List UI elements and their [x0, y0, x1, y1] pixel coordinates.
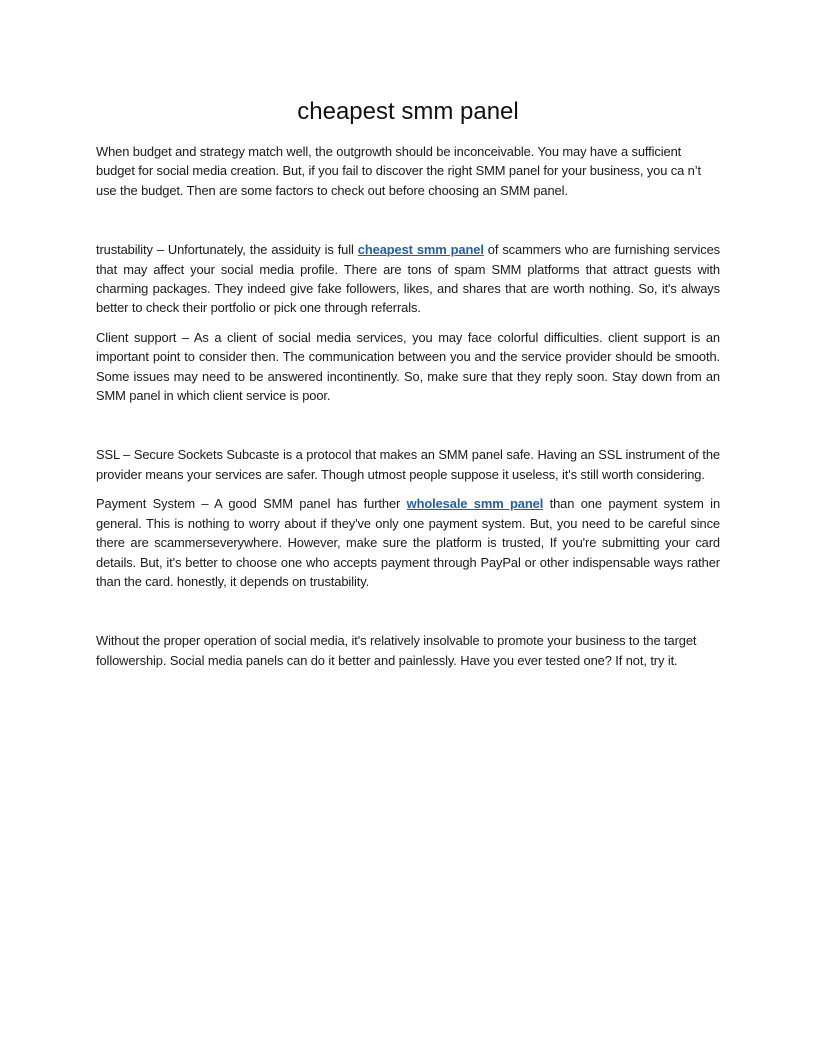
- paragraph-gap: [96, 601, 720, 631]
- client-support-paragraph: Client support – As a client of social media services, you may face colorful difficulties. client support is an important point to consider then. The communication between you and the service provider should be smooth. Some issues may need to be answered incontinently. So, make sure that they reply soon. Stay down from an SMM panel in which client service is poor.: [96, 329, 720, 404]
- trustability-text-before: trustability – Unfortunately, the assiduity is full: [96, 242, 358, 258]
- ssl-paragraph: SSL – Secure Sockets Subcaste is a protocol that makes an SMM panel safe. Having an SSL instrument of the provider means your services are safer. Though utmost people suppose it useless, it's still worth considering.: [96, 447, 720, 482]
- trustability-paragraph: [96, 240, 720, 318]
- payment-text-before: Payment System – A good SMM panel has further: [96, 496, 407, 512]
- paragraph-gap: [96, 210, 720, 240]
- payment-system-paragraph: [96, 494, 720, 591]
- intro-paragraph: When budget and strategy match well, the outgrowth should be inconceivable. You may have a sufficient budget for social media creation. But, if you fail to discover the right SMM panel for your business, you ca n’t use the budget. Then are some factors to check out before choosing an SMM panel.: [96, 144, 701, 198]
- trustability-text-after: of scammers who are furnishing services that may affect your social media profile. There are tons of spam SMM platforms that attract guests with charming packages. They indeed give fake followers, likes, and shares that are worth nothing. So, it's always better to check their portfolio or pick one through referrals.: [96, 242, 720, 316]
- cheapest-smm-panel-link[interactable]: cheapest smm panel: [357, 242, 484, 258]
- payment-text-after: than one payment system in general. This is nothing to worry about if they've only one payment system. But, you need to be careful since there are scammerseverywhere. However, make sure the platform is trusted, If you're submitting your card details. But, it's better to choose one who accepts payment through PayPal or other indispensable ways rather than the card. honestly, it depends on trustability.: [96, 496, 721, 589]
- conclusion-paragraph: Without the proper operation of social media, it's relatively insolvable to promote your business to the target followership. Social media panels can do it better and painlessly. Have you ever tested one? If not, try it.: [96, 633, 697, 668]
- paragraph-gap: [96, 415, 720, 445]
- wholesale-smm-panel-link[interactable]: wholesale smm panel: [406, 496, 544, 512]
- page-title: cheapest smm panel: [297, 98, 519, 125]
- document-page: [96, 96, 720, 680]
